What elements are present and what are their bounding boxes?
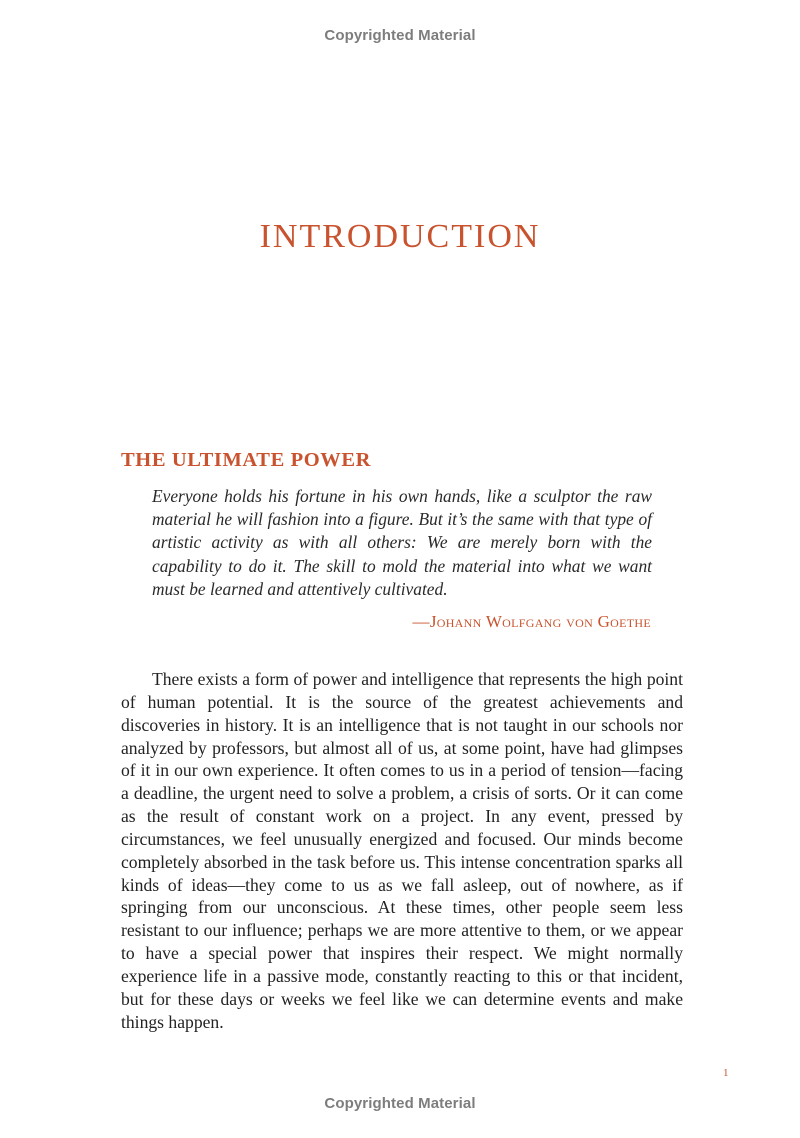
copyright-watermark-top: Copyrighted Material	[324, 27, 476, 44]
copyright-watermark-bottom: Copyrighted Material	[324, 1095, 476, 1112]
epigraph-quote: Everyone holds his fortune in his own hands, like a sculptor the raw material he will fashion into a figure. But it’s the same with that type of artistic activity as with all others: We are merely born with the capability to do it. The skill to mold the material into what we want must be learned and attentively cultivated.	[152, 486, 652, 599]
body-paragraph: There exists a form of power and intelligence that represents the high point of human potential. It is the source of the greatest achievements and discoveries in history. It is an intelligence that is not taught in our schools nor analyzed by professors, but almost all of us, at some point, have had glimpses of it in our own experience. It often comes to us in a period of tension—facing a deadline, the urgent need to solve a problem, a crisis of sorts. Or it can come as the result of constant work on a project. In any event, pressed by circumstances, we feel unusually energized and focused. Our minds become completely absorbed in the task before us. This intense concentration sparks all kinds of ideas—they come to us as we fall asleep, out of nowhere, as if springing from our unconscious. At these times, other people seem less resistant to our influence; perhaps we are more attentive to them, or we appear to have a special power that inspires their respect. We might normally experience life in a passive mode, constantly reacting to this or that incident, but for these days or weeks we feel like we can determine events and make things happen.	[121, 669, 683, 1032]
chapter-title: INTRODUCTION	[259, 218, 541, 255]
epigraph-attribution: —Johann Wolfgang von Goethe	[412, 612, 651, 631]
section-heading: THE ULTIMATE POWER	[121, 449, 372, 471]
page-number: 1	[723, 1067, 729, 1079]
